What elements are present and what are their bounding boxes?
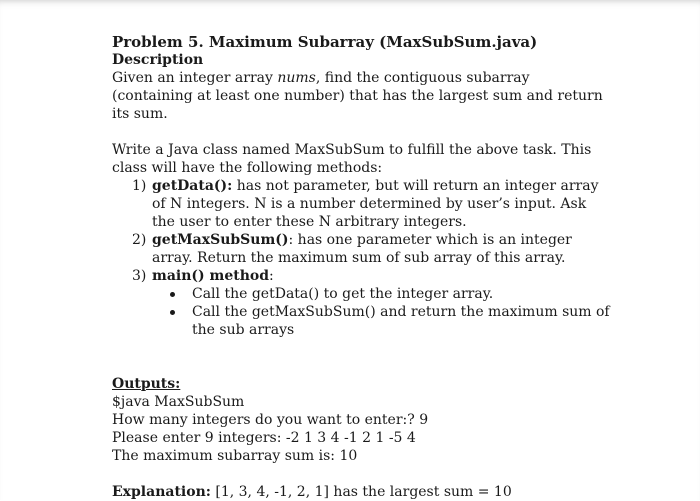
output-line: $java MaxSubSum <box>112 394 245 410</box>
spacer <box>112 465 612 483</box>
method-description: : <box>269 268 274 284</box>
bullet-dot <box>170 310 175 315</box>
methods-list <box>112 177 612 339</box>
method-description: has not parameter, but will return an integer array of N integers. N is a number determined by user’s input. Ask the user to enter these N arbitrary integers. <box>152 178 599 230</box>
method-description: : has one parameter which is an integer array. Return the maximum sum of sub array of this array. <box>152 232 572 266</box>
spacer <box>112 339 612 375</box>
bullet-text: Call the getMaxSubSum() and return the maximum sum of the sub arrays <box>192 304 610 338</box>
output-line: Please enter 9 integers: -2 1 3 4 -1 2 1 -5 4 <box>112 430 416 446</box>
bullet-text: Call the getData() to get the integer array. <box>192 286 494 302</box>
output-line: How many integers do you want to enter:? 9 <box>112 412 429 428</box>
outputs-heading: Outputs: <box>112 376 181 392</box>
description-paragraph <box>112 69 612 123</box>
method-item-getmaxsubsum <box>112 231 612 267</box>
method-number: 1) <box>132 178 147 194</box>
method-name: getData(): <box>152 178 233 194</box>
output-line: The maximum subarray sum is: 10 <box>112 448 358 464</box>
method-number: 3) <box>132 268 147 284</box>
main-bullets-list <box>152 285 612 339</box>
explanation <box>112 483 612 501</box>
description-text-1: Given an integer array <box>112 70 278 86</box>
method-name: getMaxSubSum() <box>152 232 289 248</box>
explanation-label: Explanation: <box>112 484 211 500</box>
method-item-main <box>112 267 612 339</box>
method-name: main() method <box>152 268 269 284</box>
description-heading: Description <box>112 52 204 68</box>
spacer <box>112 123 612 141</box>
description-italic-term: nums <box>277 70 316 86</box>
task-intro: Write a Java class named MaxSubSum to fulfill the above task. This class will have the following methods: <box>112 142 592 176</box>
description-text-2: , find the contiguous subarray (containing at least one number) that has the largest sum and return its sum. <box>112 70 603 122</box>
bullet-item <box>152 303 612 339</box>
bullet-item <box>152 285 612 303</box>
method-item-getdata <box>112 177 612 231</box>
problem-title: Problem 5. Maximum Subarray (MaxSubSum.java) <box>112 33 538 51</box>
explanation-text: [1, 3, 4, -1, 2, 1] has the largest sum = 10 <box>210 484 512 500</box>
document-content <box>112 33 612 501</box>
bullet-dot <box>170 292 175 297</box>
method-number: 2) <box>132 232 147 248</box>
